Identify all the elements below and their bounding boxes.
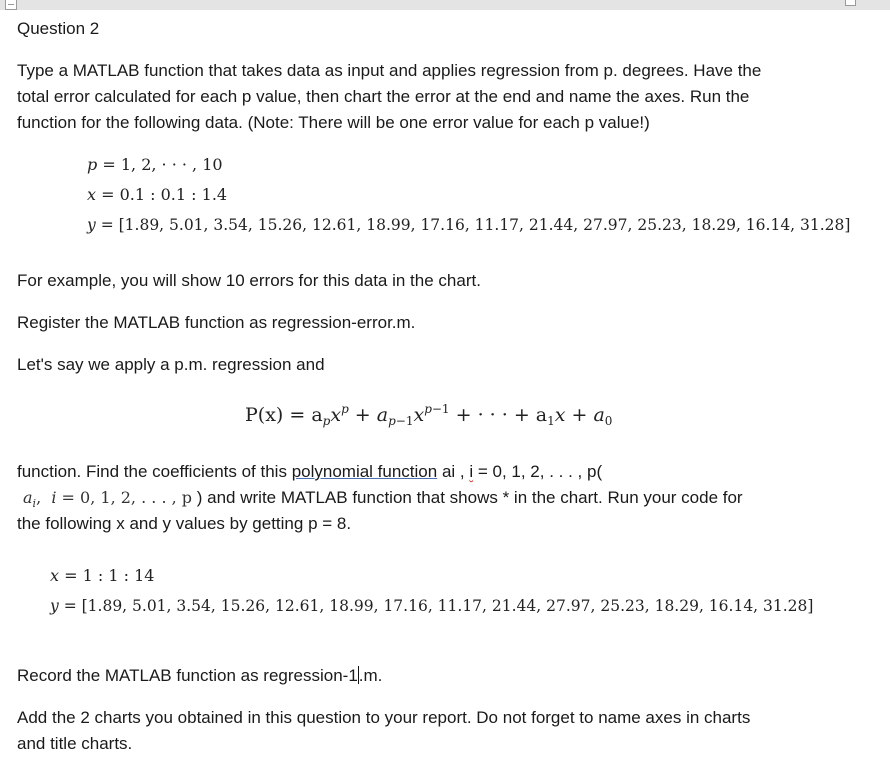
equation-x2-range: x = 1 : 1 : 14 — [50, 566, 155, 585]
intro-line-2: total error calculated for each p value, then chart the error at the end and name the axes. Run the — [17, 87, 750, 106]
expand-handle-icon[interactable] — [5, 0, 17, 10]
register-text: Register the MATLAB function as regression-error.m. — [17, 313, 416, 332]
top-ruler-bar — [0, 0, 890, 10]
polynomial-equation: $P(x) = a_px^p + a_{p-1}x^{p-1}$ + · · · + $a_1x + a_0$ — [245, 402, 613, 428]
equation-y-values: y = [1.89, 5.01, 3.54, 15.26, 12.61, 18.99, 17.16, 11.17, 21.44, 27.97, 25.23, 18.29, 16.14, 31.28] — [87, 216, 851, 234]
function-line: function. Find the coefficients of this polynomial function ai , i = 0, 1, 2, . . . , p( — [17, 462, 603, 481]
intro-line-3: function for the following data. (Note: There will be one error value for each p value!) — [17, 113, 650, 132]
example-text: For example, you will show 10 errors for this data in the chart. — [17, 271, 481, 290]
equation-p-range: p = 1, 2, · · · , 10 — [87, 155, 223, 174]
polynomial-function-link[interactable]: polynomial function — [291, 462, 438, 481]
apply-text: Let's say we apply a p.m. regression and — [17, 355, 325, 374]
question-heading: Question 2 — [17, 19, 100, 38]
values-line: the following x and y values by getting p = 8. — [17, 514, 352, 533]
charts-line-2: and title charts. — [17, 734, 133, 753]
intro-line-1: Type a MATLAB function that takes data as input and applies regression from p. degrees. Have the — [17, 61, 762, 80]
spellcheck-i: i — [469, 462, 474, 481]
corner-handle-icon[interactable] — [845, 0, 856, 6]
coefficient-line: $a_i$, i = 0, 1, 2, . . . , p ) and write MATLAB function that shows * in the chart. Run your code for — [23, 488, 743, 511]
record-line[interactable]: Record the MATLAB function as regression-1.m. — [17, 666, 383, 685]
equation-x-range: x = 0.1 : 0.1 : 1.4 — [87, 185, 228, 204]
charts-line-1: Add the 2 charts you obtained in this question to your report. Do not forget to name axes in charts — [17, 708, 751, 727]
equation-y2-values: y = [1.89, 5.01, 3.54, 15.26, 12.61, 18.99, 17.16, 11.17, 21.44, 27.97, 25.23, 18.29, 16.14, 31.28] — [50, 597, 814, 615]
